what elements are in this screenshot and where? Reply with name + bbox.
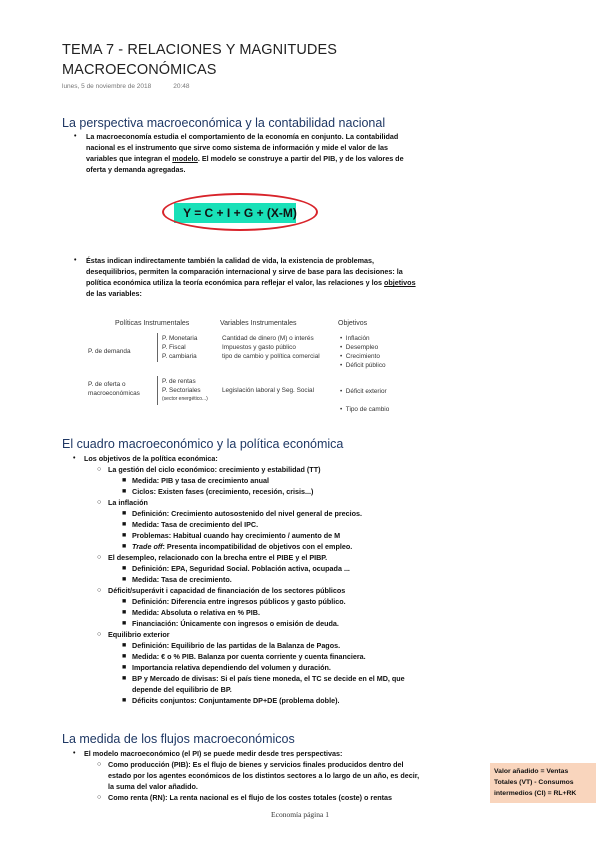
- objective-text: Déficit exterior: [345, 388, 387, 395]
- outline-item: [122, 508, 564, 519]
- objective-text: Tipo de cambio: [345, 406, 390, 413]
- circle-bullet-icon: ○: [97, 466, 102, 473]
- p2-line-4: de las variables:: [86, 289, 142, 298]
- square-bullet-icon: ■: [122, 697, 127, 704]
- outline-text: Medida: Tasa de crecimiento.: [132, 575, 232, 584]
- page-footer: Economía página 1: [271, 810, 329, 819]
- supply-label-line: P. de oferta o: [88, 381, 126, 388]
- outline-continuation: [108, 770, 484, 781]
- outline-text: Problemas: Habitual cuando hay crecimiento / aumento de M: [132, 531, 341, 540]
- demand-policy-label: P. de demanda: [88, 348, 131, 355]
- square-bullet-icon: ■: [122, 477, 127, 484]
- outline-item: [122, 695, 564, 706]
- p1-line-2: nacional es el instrumento que sirve como sistema de información y mide el valor de las: [86, 143, 388, 152]
- outline-item: [97, 759, 484, 770]
- table-header-variables: Variables Instrumentales: [220, 320, 297, 327]
- note-line: intermedios (CI) = RL+RK: [494, 790, 577, 797]
- outline-item: [122, 673, 564, 684]
- sub-policy: P. cambiaria: [162, 353, 197, 360]
- square-bullet-icon: ■: [122, 653, 127, 660]
- page-title: [62, 40, 337, 80]
- outline-item: [122, 541, 564, 552]
- outline-item: [122, 530, 564, 541]
- outline-item: [122, 519, 564, 530]
- p1-text: variables que integran el: [86, 154, 173, 163]
- square-bullet-icon: ■: [122, 488, 127, 495]
- outline-text: : Presenta incompatibilidad de objetivos con el empleo.: [162, 542, 353, 551]
- outline-text: Medida: Absoluta o relativa en % PIB.: [132, 608, 260, 617]
- title-line-2: MACROECONÓMICAS: [62, 62, 217, 78]
- formula-ellipse: [162, 193, 318, 231]
- square-bullet-icon: ■: [122, 675, 127, 682]
- sub-policy: P. Fiscal: [162, 344, 186, 351]
- bullet-icon: •: [74, 133, 77, 140]
- outline-item: [97, 552, 564, 563]
- circle-bullet-icon: ○: [97, 587, 102, 594]
- outline-item: [122, 618, 564, 629]
- note-line: Valor añadido = Ventas: [494, 768, 569, 775]
- gdp-formula: Y = C + I + G + (X-M): [183, 206, 297, 220]
- circle-bullet-icon: ○: [97, 794, 102, 801]
- modelo-word: modelo: [172, 154, 198, 163]
- circle-bullet-icon: ○: [97, 554, 102, 561]
- outline-text: Importancia relativa dependiendo del volumen y duración.: [132, 663, 331, 672]
- outline-text: Ciclos: Existen fases (crecimiento, recesión, crisis...): [132, 487, 314, 496]
- section-heading-3: La medida de los flujos macroeconómicos: [62, 732, 295, 746]
- outline-text: Como producción (PIB): Es el flujo de bienes y servicios finales producidos dentro del: [108, 760, 404, 769]
- outline-text: Definición: Equilibrio de las partidas de la Balanza de Pagos.: [132, 641, 341, 650]
- section-heading-1: La perspectiva macroeconómica y la contabilidad nacional: [62, 116, 386, 130]
- square-bullet-icon: ■: [122, 598, 127, 605]
- square-bullet-icon: ■: [122, 576, 127, 583]
- variable: Impuestos y gasto público: [222, 344, 296, 351]
- bullet-icon: •: [74, 257, 77, 264]
- outline-item: [73, 453, 564, 464]
- objective-item: • Desempleo: [340, 344, 379, 351]
- outline-text: estado por los agentes económicos de los distintos sectores a lo largo de un año, es decir,: [108, 771, 420, 780]
- outline-item: [97, 464, 564, 475]
- p2-line-3: [86, 277, 516, 288]
- outline-text: El modelo macroeconómico (el PI) se puede medir desde tres perspectivas:: [84, 749, 343, 758]
- objective-item: • Inflación: [340, 335, 370, 342]
- outline-text: El desempleo, relacionado con la brecha entre el PIBE y el PIBP.: [108, 553, 328, 562]
- variable: tipo de cambio y política comercial: [222, 353, 320, 360]
- square-bullet-icon: ■: [122, 620, 127, 627]
- outline-item: [122, 640, 564, 651]
- supply-label-line: macroeconómicas: [88, 390, 140, 397]
- trade-off-term: Trade off: [132, 542, 163, 551]
- objectives-outline: [73, 453, 564, 706]
- paragraph-1: [74, 131, 506, 175]
- outline-text: Medida: Tasa de crecimiento del IPC.: [132, 520, 259, 529]
- objective-item: • Déficit público: [340, 362, 386, 369]
- p2-text: política económica utiliza la teoría económica para reflejar el valor, las relaciones y los: [86, 278, 385, 287]
- bullet-icon: •: [73, 455, 76, 462]
- outline-text: Definición: Crecimiento autosostenido del nivel general de precios.: [132, 509, 363, 518]
- outline-text: Medida: € o % PIB. Balanza por cuenta corriente y cuenta financiera.: [132, 652, 366, 661]
- variable: Cantidad de dinero (M) o interés: [222, 335, 314, 342]
- objective-text: Desempleo: [345, 344, 379, 351]
- bullet-icon: •: [73, 750, 76, 757]
- outline-item: [122, 574, 564, 585]
- demand-variables: [222, 334, 320, 361]
- square-bullet-icon: ■: [122, 664, 127, 671]
- outline-item: [97, 629, 564, 640]
- sub-policy: P. de rentas: [162, 378, 196, 385]
- outline-text: Equilibrio exterior: [108, 630, 170, 639]
- time-text: 20:48: [173, 83, 190, 90]
- outline-item: [122, 563, 564, 574]
- outline-text: Como renta (RN): La renta nacional es el flujo de los costes totales (coste) o rentas: [108, 793, 392, 802]
- square-bullet-icon: ■: [122, 609, 127, 616]
- square-bullet-icon: ■: [122, 532, 127, 539]
- date-text: lunes, 5 de noviembre de 2018: [62, 83, 152, 90]
- p1-line-3: [86, 153, 506, 164]
- outline-text: Los objetivos de la política económica:: [84, 454, 218, 463]
- table-header-policies: Políticas Instrumentales: [115, 320, 190, 327]
- objective-item: • Déficit exterior: [340, 388, 387, 395]
- outline-item: [97, 585, 564, 596]
- page-date: [62, 83, 190, 90]
- demand-subpolicies: [162, 334, 197, 361]
- square-bullet-icon: ■: [122, 521, 127, 528]
- sub-policy-note: (sector energético...): [162, 396, 208, 402]
- outline-text: BP y Mercado de divisas: Si el país tiene moneda, el TC se decide en el MD, que: [132, 674, 405, 683]
- outline-item: [97, 792, 484, 803]
- objective-text: Crecimiento: [345, 353, 380, 360]
- outline-text: Financiación: Únicamente con ingresos o emisión de deuda.: [132, 619, 339, 628]
- outline-item: [122, 651, 564, 662]
- outline-text: depende del equilibrio de BP.: [132, 685, 232, 694]
- p2-line-1: Éstas indican indirectamente también la calidad de vida, la existencia de problemas,: [86, 256, 375, 265]
- outline-text: Definición: Diferencia entre ingresos públicos y gasto público.: [132, 597, 346, 606]
- paragraph-2: [74, 255, 516, 299]
- objective-item: • Tipo de cambio: [340, 406, 390, 413]
- outline-text: Déficit/superávit i capacidad de financiación de los sectores públicos: [108, 586, 346, 595]
- outline-item: [122, 607, 564, 618]
- sub-policy: P. Sectoriales: [162, 387, 201, 394]
- outline-continuation: [108, 781, 484, 792]
- supply-policy-label: [88, 380, 140, 398]
- outline-item: [73, 748, 484, 759]
- outline-item: [122, 486, 564, 497]
- outline-text: la suma del valor añadido.: [108, 782, 198, 791]
- p1-line-4: oferta y demanda agregadas.: [86, 165, 186, 174]
- objective-item: • Crecimiento: [340, 353, 380, 360]
- sub-policy: P. Monetaria: [162, 335, 198, 342]
- square-bullet-icon: ■: [122, 565, 127, 572]
- square-bullet-icon: ■: [122, 642, 127, 649]
- note-line: Totales (VT) - Consumos: [494, 779, 574, 786]
- table-header-objectives: Objetivos: [338, 320, 368, 327]
- objective-text: Déficit público: [345, 362, 386, 369]
- outline-continuation: [132, 684, 564, 695]
- square-bullet-icon: ■: [122, 510, 127, 517]
- p1-line-1: La macroeconomía estudia el comportamiento de la economía en conjunto. La contabilidad: [86, 132, 399, 141]
- outline-item: [122, 662, 564, 673]
- outline-text: La inflación: [108, 498, 148, 507]
- p2-line-2: desequilibrios, permiten la comparación internacional y sirve de base para las decisiones: la: [86, 267, 403, 276]
- objective-text: Inflación: [345, 335, 370, 342]
- formula-callout: [162, 193, 318, 233]
- outline-text: Definición: EPA, Seguridad Social. Población activa, ocupada ...: [132, 564, 350, 573]
- title-line-1: TEMA 7 - RELACIONES Y MAGNITUDES: [62, 42, 338, 58]
- circle-bullet-icon: ○: [97, 499, 102, 506]
- value-added-note: [490, 763, 596, 803]
- outline-item: [97, 497, 564, 508]
- circle-bullet-icon: ○: [97, 631, 102, 638]
- p1-text-2: . El modelo se construye a partir del PIB, y de los valores de: [197, 154, 404, 163]
- outline-item: [122, 475, 564, 486]
- flows-outline: [73, 748, 484, 803]
- section-heading-2: El cuadro macroeconómico y la política económica: [62, 437, 344, 451]
- supply-variable: Legislación laboral y Seg. Social: [222, 387, 315, 394]
- objectives-list: [340, 334, 386, 370]
- outline-item: [122, 596, 564, 607]
- objetivos-word: objetivos: [384, 278, 416, 287]
- outline-text: Medida: PIB y tasa de crecimiento anual: [132, 476, 270, 485]
- supply-subpolicies: [162, 377, 208, 404]
- square-bullet-icon: ■: [122, 543, 127, 550]
- outline-text: Déficits conjuntos: Conjuntamente DP+DE (problema doble).: [132, 696, 340, 705]
- circle-bullet-icon: ○: [97, 761, 102, 768]
- outline-text: La gestión del ciclo económico: crecimiento y estabilidad (TT): [108, 465, 321, 474]
